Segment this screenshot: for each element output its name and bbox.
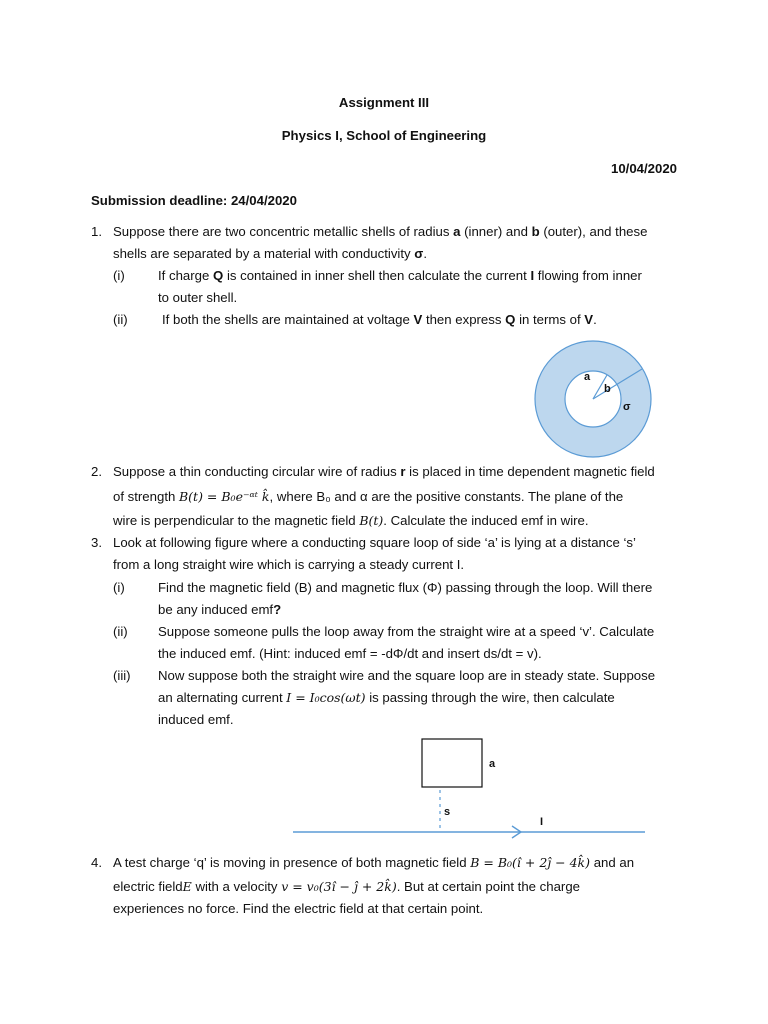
q4-line3: experiences no force. Find the electric field at that certain point.	[113, 901, 484, 916]
label-s: s	[444, 806, 451, 818]
eq-B-of-t: B(t)	[359, 513, 384, 528]
q3-iii-line2: an alternating current I = I₀cos(ωt) is passing through the wire, then calculate	[158, 690, 615, 705]
q3-line2: from a long straight wire which is carrying a steady current I.	[113, 557, 465, 572]
q4-line2: electric fieldE with a velocity v = v₀(3î − ĵ + 2k̂). But at certain point the charge	[113, 879, 580, 894]
deadline-label: Submission deadline:	[91, 193, 228, 208]
var-sigma: σ	[414, 246, 424, 261]
eq-B-field: B = B₀(î + 2ĵ − 4k̂)	[470, 855, 591, 870]
course-title: Physics I, School of Engineering	[281, 128, 487, 143]
q3-ii-line1: Suppose someone pulls the loop away from the straight wire at a speed ‘v’. Calculate	[158, 624, 655, 639]
q3-number: 3.	[91, 535, 102, 550]
q1-ii-line: If both the shells are maintained at voltage V then express Q in terms of V.	[162, 312, 597, 327]
var-Q: Q	[213, 268, 224, 283]
label-b: b	[604, 383, 611, 395]
q1-number: 1.	[91, 224, 102, 239]
q1-i-line1: If charge Q is contained in inner shell then calculate the current I flowing from inner	[158, 268, 642, 283]
q3-iii-line3: induced emf.	[158, 712, 234, 727]
q2-line1: Suppose a thin conducting circular wire of radius r is placed in time dependent magnetic field	[113, 464, 655, 479]
q3-iii-line1: Now suppose both the straight wire and the square loop are in steady state. Suppose	[158, 668, 656, 683]
eq-magnetic-field: B(t) = B₀e⁻ᵅᵗ k̂	[178, 489, 270, 504]
var-r: r	[400, 464, 406, 479]
var-V: V	[413, 312, 423, 327]
square-loop	[422, 739, 482, 787]
q1-line2: shells are separated by a material with conductivity σ.	[113, 246, 427, 261]
q2-line3: wire is perpendicular to the magnetic field B(t). Calculate the induced emf in wire.	[113, 513, 589, 528]
assignment-title: Assignment III	[338, 95, 430, 110]
q3-ii-label: (ii)	[113, 624, 128, 639]
q1-i-label: (i)	[113, 268, 125, 283]
submission-deadline	[91, 193, 297, 208]
var-I: I	[530, 268, 535, 283]
var-b: b	[531, 224, 540, 239]
eq-alternating-current: I = I₀cos(ωt)	[286, 690, 366, 705]
eq-velocity: v = v₀(3î − ĵ + 2k̂)	[281, 879, 397, 894]
label-a: a	[584, 371, 591, 383]
var-a: a	[453, 224, 461, 239]
q3-iii-label: (iii)	[113, 668, 131, 683]
q3-i-label: (i)	[113, 580, 125, 595]
q1-line1: Suppose there are two concentric metallic shells of radius a (inner) and b (outer), and these	[113, 224, 648, 239]
label-current-I: I	[540, 816, 544, 828]
q1-i-line2: to outer shell.	[158, 290, 238, 305]
label-sigma: σ	[623, 401, 631, 413]
q3-i-line1: Find the magnetic field (B) and magnetic flux (Φ) passing through the loop. Will there	[158, 580, 653, 595]
q3-i-line2: be any induced emf?	[158, 602, 282, 617]
deadline-date: 24/04/2020	[230, 193, 297, 208]
q4-number: 4.	[91, 855, 102, 870]
eq-E-field: E	[182, 879, 192, 894]
q4-line1: A test charge ‘q’ is moving in presence of both magnetic field B = B₀(î + 2ĵ − 4k̂) and an	[113, 855, 635, 870]
q3-ii-line2: the induced emf. (Hint: induced emf = -dΦ/dt and insert ds/dt = v).	[158, 646, 542, 661]
label-loop-a: a	[489, 758, 496, 770]
q3-line1: Look at following figure where a conducting square loop of side ‘a’ is lying at a distance ‘s’	[113, 535, 636, 550]
q2-line2: of strength B(t) = B₀e⁻ᵅᵗ k̂, where B₀ and α are the positive constants. The plane of the	[113, 489, 624, 504]
q1-ii-label: (ii)	[113, 312, 128, 327]
concentric-shells-figure	[530, 338, 660, 460]
assignment-date: 10/04/2020	[610, 161, 677, 176]
loop-wire-figure	[290, 735, 650, 840]
q2-number: 2.	[91, 464, 102, 479]
